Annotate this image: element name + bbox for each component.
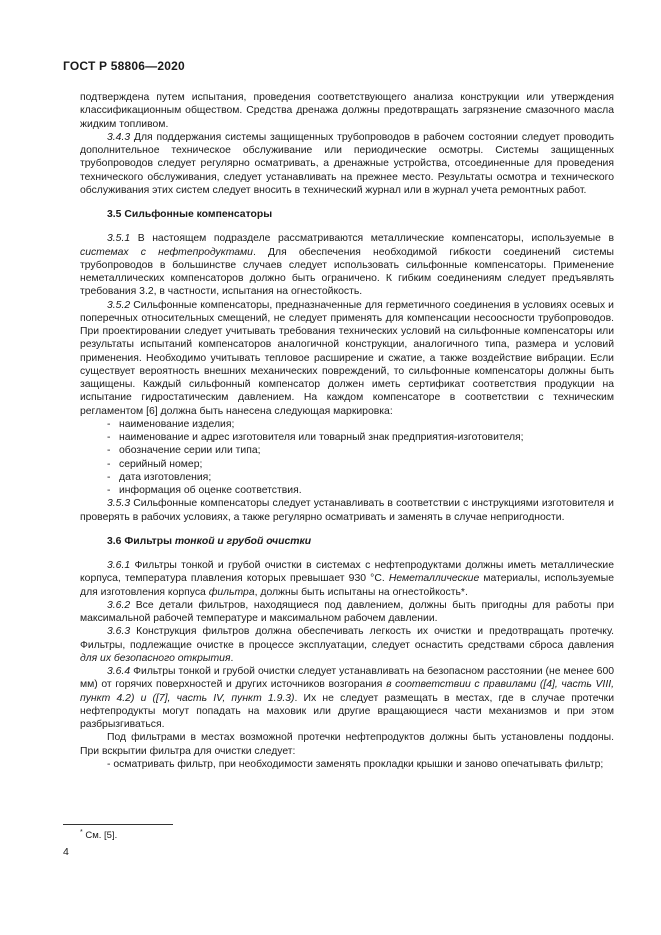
- paragraph-3-5-1: [80, 232, 614, 298]
- paragraph: [80, 91, 614, 131]
- clause-number: 3.6.4: [107, 666, 131, 677]
- paragraph-text: . Для обеспечения необходимой гибкости соединений системы трубопроводов в большинстве случаев следует использовать сильфонные компенсаторы. Применение неметаллических компенсаторов должно быть ограничено. К гибким соединениям следует предъявлять требования 3.2, в частности, испытания на огнестойкость.: [80, 246, 614, 298]
- list-item: [80, 471, 614, 484]
- paragraph-text: Фильтры тонкой и грубой очистки следует устанавливать на безопасном расстоянии (не менее 600 мм) от горячих поверхностей и других источников возгорания: [80, 666, 614, 691]
- list-item: [80, 484, 614, 497]
- paragraph-text: В настоящем подразделе рассматриваются металлические компенсаторы, используемые в: [130, 233, 614, 245]
- list-item: [80, 444, 614, 457]
- list-item: [80, 431, 614, 444]
- list-dash: -: [107, 432, 111, 443]
- clause-number: 3.6.3: [107, 626, 131, 638]
- paragraph-text: материалы, используемые для изготовления корпуса: [80, 573, 614, 598]
- paragraph-text: - осматривать фильтр, при необходимости заменять прокладки крышки и заново опечатывать фильтр;: [107, 758, 604, 770]
- section-heading-3-5: 3.5 Сильфонные компенсаторы: [107, 209, 273, 220]
- paragraph-3-5-3: [80, 497, 614, 524]
- emphasis-text: системах с нефтепродуктами: [80, 246, 253, 258]
- heading-text: 3.6 Фильтры: [107, 535, 175, 547]
- paragraph-text: подтверждена путем испытания, проведения соответствующего анализа конструкции или утверждения классификационным обществом. Средства дренажа должны предотвращать загрязнение смазочного масла жидким топливом.: [80, 92, 614, 130]
- footnote-text: См. [5].: [82, 830, 118, 842]
- list-item: [80, 418, 614, 431]
- clause-number: 3.6.2: [107, 599, 131, 611]
- paragraph-text: .: [230, 652, 234, 664]
- emphasis-text: для их безопасного открытия: [80, 652, 231, 664]
- document-body: [80, 91, 614, 771]
- emphasis-text: в соответствии с правилами ([4], часть VIII, пункт 4.2) и ([7], часть IV, пункт 1.9.3): [80, 679, 614, 704]
- document-code-header: ГОСТ Р 58806—2020: [63, 59, 185, 73]
- clause-number: 3.5.2: [107, 299, 131, 311]
- paragraph-text: Все детали фильтров, находящиеся под давлением, должны быть пригодны для работы при максимальной рабочей температуре и максимальном рабочем давлении.: [80, 599, 614, 624]
- paragraph-text: Фильтры тонкой и грубой очистки в системах с нефтепродуктами должны иметь металлические корпуса, температура плавления которых превышает 930 °С.: [80, 560, 614, 585]
- paragraph-text: Конструкция фильтров должна обеспечивать легкость их очистки и предотвращать протечку. Фильтры, подлежащие очистке в процессе эксплуатации, следует оснастить средствами сброса давления: [80, 626, 614, 651]
- list-item-text: наименование и адрес изготовителя или товарный знак предприятия-изготовителя;: [119, 432, 524, 443]
- paragraph: [80, 731, 614, 758]
- paragraph-3-6-3: [80, 625, 614, 665]
- list-item-text: наименование изделия;: [119, 418, 235, 430]
- paragraph-3-6-4: [80, 665, 614, 731]
- paragraph-text: Сильфонные компенсаторы, предназначенные для герметичного соединения в условиях осевых и поперечных относительных смещений, не следует применять для компенсации несоосности трубопроводов. При проектировании следует учитывать требования технических условий на сильфонные компенсаторы или результаты испытаний компенсаторов аналогичной конструкции, аналогичного типа, размера и условий применения. Необходимо учитывать тепловое расширение и сжатие, а также воздействие вибрации. Если существует вероятность внешних механических повреждений, то сильфонные компенсаторы должны быть защищены. Каждый сильфонный компенсатор должен иметь сертификат соответствия продукции на испытание гидростатическим давлением. На каждом компенсаторе в соответствии с техническим регламентом [6] должна быть нанесена следующая маркировка:: [80, 299, 614, 417]
- emphasis-text: Неметаллические: [388, 573, 480, 585]
- clause-number: 3.5.1: [107, 233, 131, 245]
- paragraph-3-6-2: [80, 599, 614, 626]
- footnote-mark: *: [80, 829, 83, 836]
- list-dash: -: [107, 458, 111, 470]
- section-heading-3-6: [80, 535, 614, 548]
- list-dash: -: [107, 418, 111, 430]
- paragraph-text: Под фильтрами в местах возможной протечки нефтепродуктов должны быть установлены поддоны. При вскрытии фильтра для очистки следует:: [80, 732, 614, 757]
- clause-number: 3.6.1: [107, 560, 131, 571]
- paragraph-text: , должны быть испытаны на огнестойкость*.: [254, 586, 468, 598]
- list-item-text: обозначение серии или типа;: [119, 445, 261, 457]
- paragraph-text: . Их не следует размещать в местах, где в случае протечки нефтепродукты могут попадать на маховик или другие вращающиеся части механизмов и при этом разбрызгиваться.: [80, 692, 614, 730]
- list-dash: -: [107, 445, 111, 457]
- paragraph: [80, 758, 614, 771]
- paragraph-3-6-1: [80, 559, 614, 599]
- footnote: [80, 829, 117, 841]
- footnote-separator: [63, 824, 173, 825]
- paragraph-3-4-3: [80, 131, 614, 197]
- clause-number: 3.5.3: [107, 498, 131, 510]
- list-item: [80, 458, 614, 471]
- list-item-text: серийный номер;: [119, 458, 203, 470]
- paragraph-text: Сильфонные компенсаторы следует устанавливать в соответствии с инструкциями изготовителя и проверять в рабочих условиях, а также регулярно осматривать и заменять в случае непригодности.: [80, 498, 614, 523]
- list-item-text: дата изготовления;: [119, 471, 212, 483]
- clause-number: 3.4.3: [107, 131, 131, 143]
- list-dash: -: [107, 471, 111, 483]
- list-dash: -: [107, 485, 111, 496]
- paragraph-3-5-2: [80, 299, 614, 418]
- page-number: 4: [63, 846, 69, 858]
- paragraph-text: Для поддержания системы защищенных трубопроводов в рабочем состоянии следует проводить дополнительное техническое обслуживание или периодические осмотры. Системы защищенных трубопроводов следует регулярно осматривать, а дренажные устройства, отсоединенные для проведения технического обслуживания, следует устанавливать на прежнее место. Результаты осмотра и технического обслуживания этих систем следует вносить в технический журнал или в журнал учета ремонтных работ.: [80, 131, 614, 196]
- list-item-text: информация об оценке соответствия.: [119, 485, 302, 496]
- emphasis-text: фильтра: [208, 586, 255, 598]
- heading-emphasis: тонкой и грубой очистки: [174, 535, 312, 547]
